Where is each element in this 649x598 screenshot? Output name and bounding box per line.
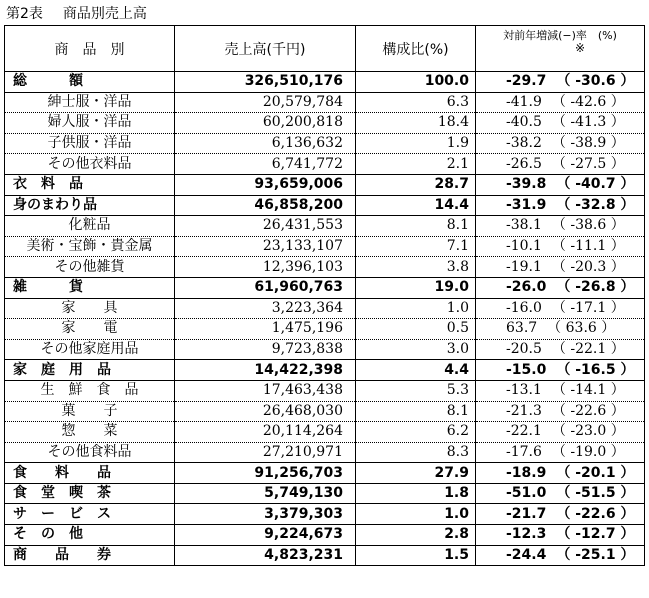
row-yoy [476, 174, 645, 195]
row-share: 8.1 [356, 216, 476, 237]
row-yoy-adjusted-value: -11.1 [570, 238, 607, 255]
paren-close: ） [606, 402, 625, 419]
table-row [5, 504, 645, 525]
row-yoy [476, 257, 645, 278]
row-share: 0.5 [356, 319, 476, 340]
table-body [5, 72, 645, 566]
paren-open: （ [556, 279, 576, 296]
paren-open: （ [556, 464, 576, 481]
row-yoy-value: -24.4 [506, 546, 547, 563]
row-sales: 23,133,107 [175, 236, 356, 257]
paren-open: （ [551, 217, 571, 234]
row-yoy-adjusted-value: -16.5 [575, 361, 616, 378]
paren-open: （ [551, 299, 571, 316]
row-share: 3.0 [356, 339, 476, 360]
row-share: 1.0 [356, 504, 476, 525]
row-yoy-value: -26.5 [506, 155, 542, 172]
paren-open: （ [547, 320, 566, 337]
table-row [5, 174, 645, 195]
row-share: 1.8 [356, 483, 476, 504]
paren-open: （ [551, 443, 571, 460]
row-yoy-adjusted-value: -22.6 [570, 402, 607, 419]
table-title [6, 3, 147, 25]
row-share: 6.3 [356, 92, 476, 113]
row-yoy-value: -38.2 [506, 135, 542, 152]
row-yoy-value: 63.7 [506, 320, 538, 337]
table-number: 第2表 [6, 6, 43, 22]
paren-open: （ [551, 382, 571, 399]
paren-open: （ [556, 485, 576, 502]
row-yoy-adjusted-value: -32.8 [575, 196, 616, 213]
row-share: 6.2 [356, 422, 476, 443]
row-share: 2.8 [356, 525, 476, 546]
table-row [5, 72, 645, 93]
paren-close: ） [606, 217, 625, 234]
row-sales: 26,431,553 [175, 216, 356, 237]
row-yoy [476, 133, 645, 154]
paren-close: ） [606, 341, 625, 358]
paren-open: （ [551, 423, 571, 440]
row-share: 3.8 [356, 257, 476, 278]
paren-close: ） [606, 443, 625, 460]
table-row [5, 92, 645, 113]
paren-close: ） [606, 155, 625, 172]
row-sales: 20,579,784 [175, 92, 356, 113]
row-yoy [476, 216, 645, 237]
table-row [5, 360, 645, 381]
row-sales: 46,858,200 [175, 195, 356, 216]
row-yoy [476, 236, 645, 257]
header-sales: 売上高(千円) [175, 26, 356, 72]
paren-close: ） [615, 485, 635, 502]
paren-close: ） [615, 361, 635, 378]
paren-close: ） [615, 505, 635, 522]
row-yoy-adjusted-value: -38.9 [570, 135, 607, 152]
paren-close: ） [606, 423, 625, 440]
row-yoy [476, 545, 645, 566]
paren-open: （ [551, 155, 571, 172]
row-sales: 5,749,130 [175, 483, 356, 504]
row-share: 8.1 [356, 401, 476, 422]
table-row [5, 319, 645, 340]
row-yoy-value: -39.8 [506, 176, 547, 193]
row-yoy-adjusted-value: -26.8 [575, 279, 616, 296]
row-item-name: 家 電 [5, 319, 175, 340]
row-yoy-adjusted-value: -22.6 [575, 505, 616, 522]
table-row [5, 236, 645, 257]
row-yoy [476, 422, 645, 443]
row-yoy-adjusted-value: -22.1 [570, 341, 607, 358]
row-yoy [476, 483, 645, 504]
row-item-name: 子供服・洋品 [5, 133, 175, 154]
row-sales: 61,960,763 [175, 277, 356, 298]
row-item-name: 衣 料 品 [5, 174, 175, 195]
row-yoy [476, 277, 645, 298]
row-sales: 26,468,030 [175, 401, 356, 422]
table-row [5, 216, 645, 237]
row-yoy-value: -13.1 [506, 382, 542, 399]
table-row [5, 298, 645, 319]
header-yoy [476, 26, 645, 72]
row-item-name: その他食料品 [5, 442, 175, 463]
header-row [5, 26, 645, 72]
paren-close: ） [615, 526, 635, 543]
row-yoy [476, 154, 645, 175]
paren-open: （ [556, 526, 576, 543]
row-share: 4.4 [356, 360, 476, 381]
row-item-name: 惣 菜 [5, 422, 175, 443]
table-row [5, 545, 645, 566]
row-yoy-value: -21.3 [506, 402, 542, 419]
paren-open: （ [551, 258, 571, 275]
row-share: 1.0 [356, 298, 476, 319]
header-item: 商 品 別 [5, 26, 175, 72]
paren-close: ） [615, 279, 635, 296]
row-sales: 9,224,673 [175, 525, 356, 546]
paren-open: （ [556, 176, 576, 193]
table-row [5, 483, 645, 504]
row-yoy-adjusted-value: -20.1 [575, 464, 616, 481]
header-share: 構成比(%) [356, 26, 476, 72]
row-item-name: 身のまわり品 [5, 195, 175, 216]
row-yoy [476, 504, 645, 525]
row-sales: 3,223,364 [175, 298, 356, 319]
row-sales: 4,823,231 [175, 545, 356, 566]
row-yoy-value: -18.9 [506, 464, 547, 481]
table-row [5, 442, 645, 463]
row-yoy [476, 113, 645, 134]
row-yoy-adjusted-value: -20.3 [570, 258, 607, 275]
row-yoy-value: -21.7 [506, 505, 547, 522]
table-row [5, 401, 645, 422]
paren-open: （ [551, 114, 571, 131]
row-yoy-adjusted-value: -17.1 [570, 299, 607, 316]
row-share: 19.0 [356, 277, 476, 298]
row-sales: 27,210,971 [175, 442, 356, 463]
row-item-name: 総 額 [5, 72, 175, 93]
row-yoy-value: -17.6 [506, 443, 542, 460]
row-yoy-value: -22.1 [506, 423, 542, 440]
row-sales: 20,114,264 [175, 422, 356, 443]
row-yoy-adjusted-value: -42.6 [570, 93, 607, 110]
paren-open: （ [556, 505, 576, 522]
row-yoy-adjusted-value: -14.1 [570, 382, 607, 399]
row-yoy-value: -26.0 [506, 279, 547, 296]
row-item-name: 紳士服・洋品 [5, 92, 175, 113]
row-sales: 12,396,103 [175, 257, 356, 278]
paren-open: （ [556, 361, 576, 378]
table-caption: 商品別売上高 [62, 6, 147, 22]
row-item-name: その他雑貨 [5, 257, 175, 278]
paren-close: ） [596, 320, 616, 337]
row-sales: 9,723,838 [175, 339, 356, 360]
paren-open: （ [551, 135, 571, 152]
paren-open: （ [556, 196, 576, 213]
row-yoy-adjusted-value: -19.0 [570, 443, 607, 460]
row-yoy-value: -51.0 [506, 485, 547, 502]
row-sales: 3,379,303 [175, 504, 356, 525]
row-share: 18.4 [356, 113, 476, 134]
row-share: 100.0 [356, 72, 476, 93]
row-yoy-value: -29.7 [506, 73, 547, 90]
row-sales: 1,475,196 [175, 319, 356, 340]
row-yoy [476, 442, 645, 463]
row-yoy-adjusted-value: -12.7 [575, 526, 616, 543]
row-sales: 326,510,176 [175, 72, 356, 93]
paren-open: （ [551, 402, 571, 419]
row-yoy-adjusted-value: -40.7 [575, 176, 616, 193]
header-yoy-label: 対前年増減(−)率 (%) [503, 29, 617, 42]
row-share: 7.1 [356, 236, 476, 257]
row-yoy [476, 339, 645, 360]
table-row [5, 133, 645, 154]
row-sales: 91,256,703 [175, 463, 356, 484]
table-row [5, 277, 645, 298]
table-row [5, 339, 645, 360]
row-yoy-adjusted-value: -51.5 [575, 485, 616, 502]
row-share: 1.9 [356, 133, 476, 154]
row-share: 2.1 [356, 154, 476, 175]
row-yoy-adjusted-value: -30.6 [575, 73, 616, 90]
paren-close: ） [606, 135, 625, 152]
row-yoy-adjusted-value: -41.3 [570, 114, 607, 131]
row-yoy-value: -15.0 [506, 361, 547, 378]
row-yoy-adjusted-value: 63.6 [565, 320, 597, 337]
row-sales: 93,659,006 [175, 174, 356, 195]
row-yoy-value: -31.9 [506, 196, 547, 213]
row-item-name: 雑 貨 [5, 277, 175, 298]
row-yoy [476, 401, 645, 422]
paren-open: （ [551, 238, 571, 255]
row-item-name: そ の 他 [5, 525, 175, 546]
row-share: 8.3 [356, 442, 476, 463]
row-item-name: その他衣料品 [5, 154, 175, 175]
row-yoy [476, 463, 645, 484]
paren-close: ） [615, 196, 635, 213]
row-share: 1.5 [356, 545, 476, 566]
paren-open: （ [551, 341, 571, 358]
table-row [5, 195, 645, 216]
paren-close: ） [606, 299, 625, 316]
row-share: 14.4 [356, 195, 476, 216]
row-item-name: 家 具 [5, 298, 175, 319]
row-share: 28.7 [356, 174, 476, 195]
paren-open: （ [556, 546, 576, 563]
row-share: 5.3 [356, 380, 476, 401]
row-item-name: 婦人服・洋品 [5, 113, 175, 134]
paren-open: （ [556, 73, 576, 90]
row-yoy-adjusted-value: -25.1 [575, 546, 616, 563]
row-sales: 17,463,438 [175, 380, 356, 401]
paren-close: ） [606, 114, 625, 131]
table-row [5, 380, 645, 401]
row-item-name: 生 鮮 食 品 [5, 380, 175, 401]
row-item-name: 美術・宝飾・貴金属 [5, 236, 175, 257]
paren-close: ） [615, 176, 635, 193]
row-item-name: 食 堂 喫 茶 [5, 483, 175, 504]
sales-by-product-table [4, 25, 645, 566]
row-yoy-value: -12.3 [506, 526, 547, 543]
row-yoy-value: -41.9 [506, 93, 542, 110]
row-sales: 6,741,772 [175, 154, 356, 175]
paren-close: ） [606, 258, 625, 275]
row-item-name: 化粧品 [5, 216, 175, 237]
row-yoy-value: -38.1 [506, 217, 542, 234]
table-row [5, 463, 645, 484]
row-item-name: 食 料 品 [5, 463, 175, 484]
row-yoy-adjusted-value: -27.5 [570, 155, 607, 172]
table-row [5, 257, 645, 278]
row-sales: 6,136,632 [175, 133, 356, 154]
row-yoy-value: -10.1 [506, 238, 542, 255]
row-yoy-value: -40.5 [506, 114, 542, 131]
row-yoy [476, 92, 645, 113]
table-row [5, 422, 645, 443]
row-yoy-value: -19.1 [506, 258, 542, 275]
row-yoy [476, 195, 645, 216]
row-yoy [476, 72, 645, 93]
paren-close: ） [606, 382, 625, 399]
header-yoy-note: ※ [574, 41, 586, 55]
row-yoy [476, 380, 645, 401]
row-yoy-adjusted-value: -23.0 [570, 423, 607, 440]
table-row [5, 113, 645, 134]
row-yoy [476, 319, 645, 340]
row-item-name: 商 品 券 [5, 545, 175, 566]
row-yoy-value: -16.0 [506, 299, 542, 316]
row-sales: 14,422,398 [175, 360, 356, 381]
paren-close: ） [615, 546, 635, 563]
row-item-name: 菓 子 [5, 401, 175, 422]
row-yoy-adjusted-value: -38.6 [570, 217, 607, 234]
paren-close: ） [606, 238, 625, 255]
row-yoy [476, 298, 645, 319]
paren-close: ） [615, 73, 635, 90]
paren-close: ） [615, 464, 635, 481]
table-row [5, 525, 645, 546]
row-yoy [476, 360, 645, 381]
paren-close: ） [606, 93, 625, 110]
row-item-name: その他家庭用品 [5, 339, 175, 360]
row-sales: 60,200,818 [175, 113, 356, 134]
row-item-name: サ ー ビ ス [5, 504, 175, 525]
paren-open: （ [551, 93, 571, 110]
row-share: 27.9 [356, 463, 476, 484]
row-yoy [476, 525, 645, 546]
row-item-name: 家 庭 用 品 [5, 360, 175, 381]
row-yoy-value: -20.5 [506, 341, 542, 358]
table-row [5, 154, 645, 175]
